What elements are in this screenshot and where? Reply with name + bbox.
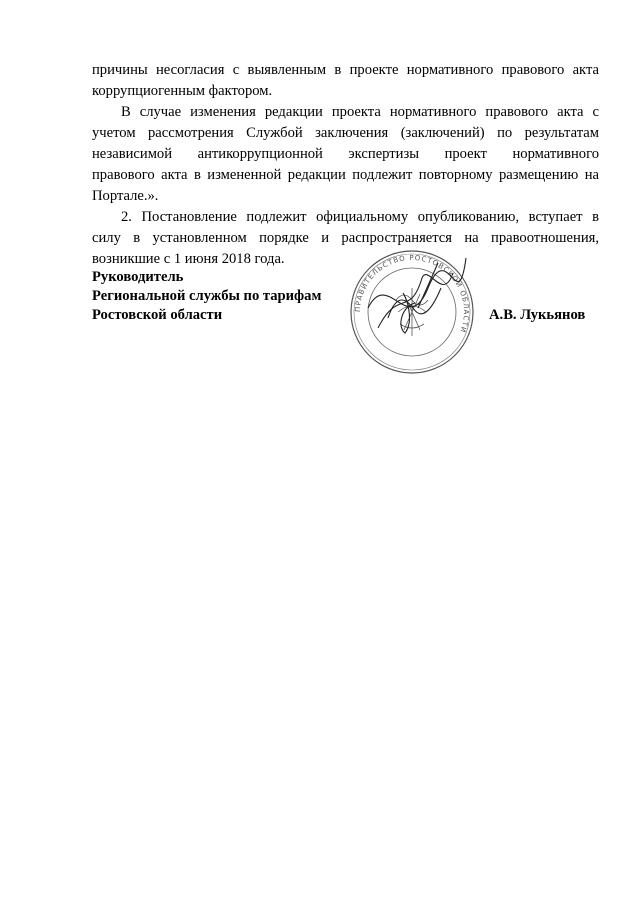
paragraph-1: [92, 60, 599, 102]
paragraph-2: [92, 102, 599, 207]
position-line: Ростовской области: [92, 307, 223, 323]
text-line: причины несогласия с выявленным в проекте нормативного правового акта: [92, 62, 599, 78]
position-line: Региональной службы по тарифам: [92, 288, 322, 304]
document-body: [92, 60, 599, 270]
text-line: Портале.».: [92, 188, 159, 204]
text-line: коррупциогенным фактором.: [92, 83, 273, 99]
signatory-name: А.В. Лукьянов: [489, 307, 586, 323]
text-line: силу в установленном порядке и распространяется на правоотношения,: [92, 230, 599, 246]
paragraph-3: [92, 207, 599, 270]
signatory-position: [92, 268, 321, 325]
official-seal-icon: [348, 248, 476, 376]
text-line: возникшие с 1 июня 2018 года.: [92, 251, 285, 267]
text-line: независимой антикоррупционной экспертизы проект нормативного: [92, 146, 599, 162]
seal-text: ПРАВИТЕЛЬСТВО РОСТОВСКОЙ ОБЛАСТИ: [353, 253, 471, 335]
text-line: правового акта в измененной редакции подлежит повторному размещению на: [92, 167, 599, 183]
position-line: Руководитель: [92, 269, 184, 285]
text-line: учетом рассмотрения Службой заключения (заключений) по результатам: [92, 125, 599, 141]
text-line: В случае изменения редакции проекта нормативного правового акта с: [121, 104, 599, 120]
text-line: 2. Постановление подлежит официальному опубликованию, вступает в: [121, 209, 599, 225]
